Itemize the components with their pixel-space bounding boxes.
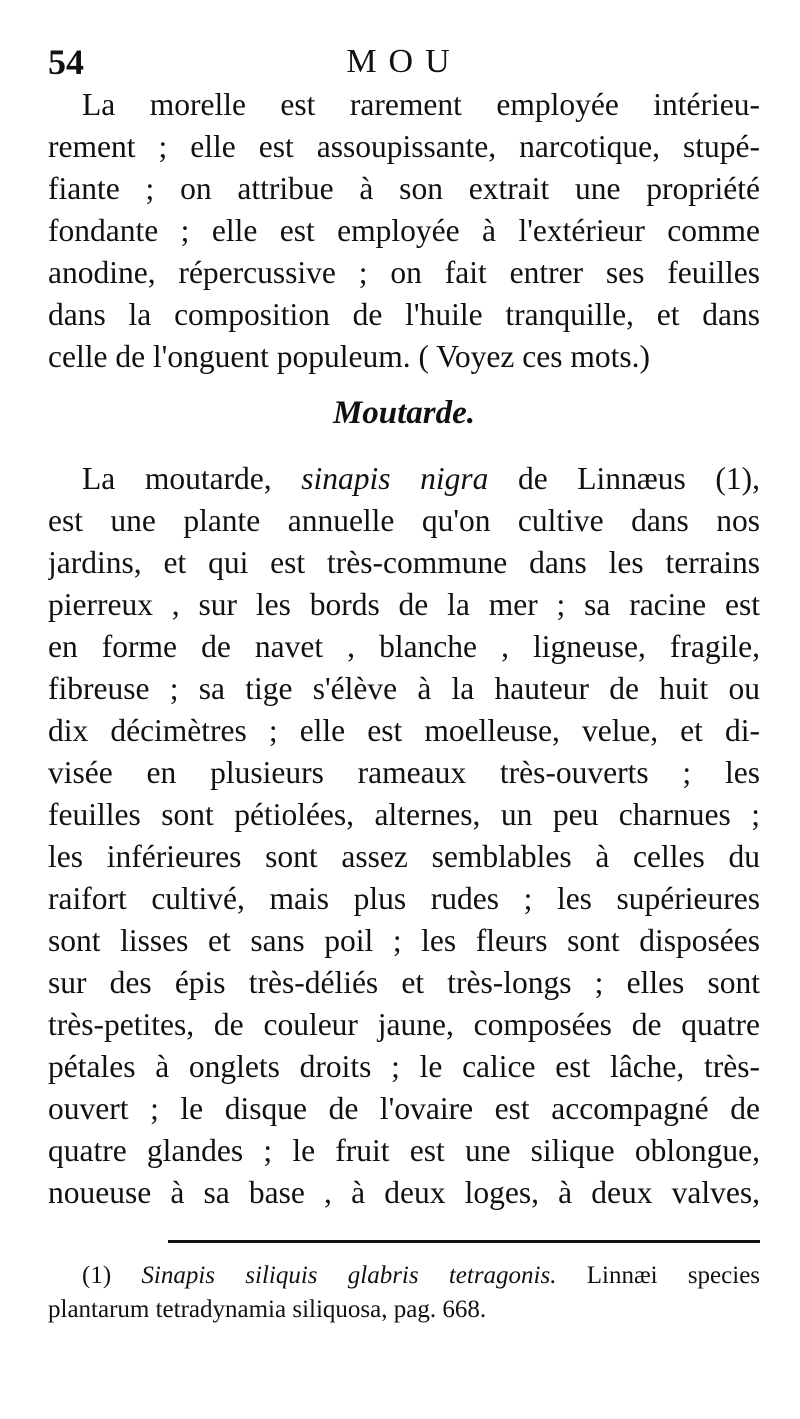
running-title: MOU [346, 43, 462, 80]
text-line: pierreux , sur les bords de la mer ; sa racine est [48, 587, 760, 622]
footnote-text: Linnæi species [556, 1262, 760, 1289]
footnote-rule [168, 1240, 760, 1243]
text-line: très-petites, de couleur jaune, composées de quatre [48, 1007, 760, 1042]
paragraph-morelle [48, 84, 760, 378]
footnote-marker: (1) [82, 1262, 112, 1289]
text-line: jardins, et qui est très-commune dans les terrains [48, 545, 760, 580]
text-segment: La moutarde, [82, 461, 302, 496]
paragraph-moutarde [48, 458, 760, 1214]
footnote-line [48, 1259, 760, 1293]
text-line: fondante ; elle est employée à l'extérieur comme [48, 213, 760, 248]
text-line: raifort cultivé, mais plus rudes ; les supérieures [48, 881, 760, 916]
footnote [48, 1259, 760, 1327]
text-line: en forme de navet , blanche , ligneuse, fragile, [48, 629, 760, 664]
text-line: feuilles sont pétiolées, alternes, un peu charnues ; [48, 797, 760, 832]
text-line: sur des épis très-déliés et très-longs ; elles sont [48, 965, 760, 1000]
text-line [48, 458, 760, 500]
footnote-italic-text: Sinapis siliquis glabris tetragonis. [141, 1262, 557, 1289]
running-head [48, 36, 760, 84]
book-page [48, 36, 760, 1327]
italic-species-name: sinapis nigra [301, 461, 489, 496]
text-line: rement ; elle est assoupissante, narcotique, stupé- [48, 129, 760, 164]
text-line: pétales à onglets droits ; le calice est lâche, très- [48, 1049, 760, 1084]
text-line: La morelle est rarement employée intérieu- [82, 87, 760, 122]
text-line: noueuse à sa base , à deux loges, à deux valves, [48, 1175, 760, 1210]
text-line: sont lisses et sans poil ; les fleurs sont disposées [48, 923, 760, 958]
page-number: 54 [48, 42, 84, 82]
section-title: Moutarde. [332, 395, 476, 431]
text-line: fiante ; on attribue à son extrait une propriété [48, 171, 760, 206]
text-line: celle de l'onguent populeum. ( Voyez ces mots.) [48, 339, 650, 374]
text-line: les inférieures sont assez semblables à celles du [48, 839, 760, 874]
text-line: dans la composition de l'huile tranquille, et dans [48, 297, 760, 332]
text-line: quatre glandes ; le fruit est une silique oblongue, [48, 1133, 760, 1168]
text-line: anodine, répercussive ; on fait entrer ses feuilles [48, 255, 760, 290]
footnote-line: plantarum tetradynamia siliquosa, pag. 668. [48, 1296, 487, 1323]
text-line: visée en plusieurs rameaux très-ouverts ; les [48, 755, 760, 790]
text-line: est une plante annuelle qu'on cultive dans nos [48, 503, 760, 538]
text-line: fibreuse ; sa tige s'élève à la hauteur de huit ou [48, 671, 760, 706]
text-segment: de Linnæus (1), [488, 461, 760, 496]
text-line: dix décimètres ; elle est moelleuse, velue, et di- [48, 713, 760, 748]
text-line: ouvert ; le disque de l'ovaire est accompagné de [48, 1091, 760, 1126]
